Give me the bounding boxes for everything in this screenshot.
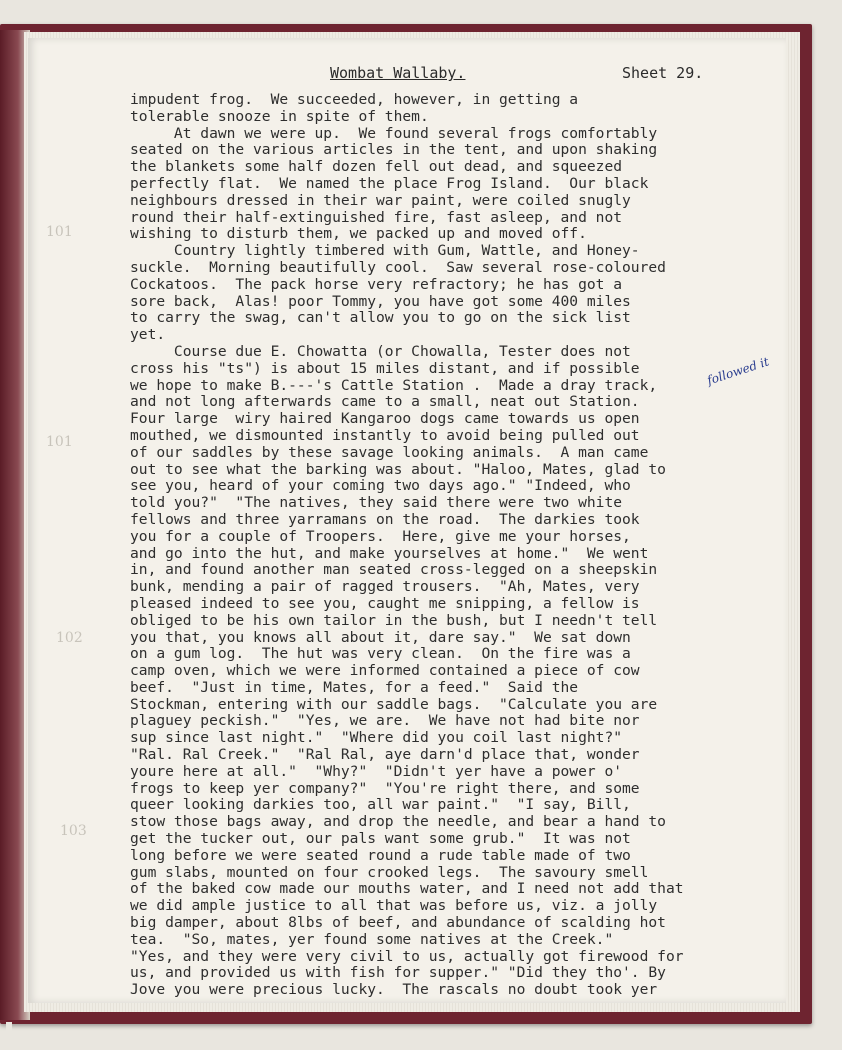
text-line: told you?" "The natives, they said there were two white (130, 494, 623, 512)
text-line: you that, you knows all about it, dare say." We sat down (130, 628, 631, 646)
text-line: us, and provided us with fish for supper." "Did they tho'. By (130, 964, 666, 982)
text-line: seated on the various articles in the tent, and upon shaking (130, 141, 658, 159)
text-line: you for a couple of Troopers. Here, give me your horses, (130, 527, 631, 545)
text-line: Four large wiry haired Kangaroo dogs came towards us open (130, 410, 640, 428)
text-line: bunk, mending a pair of ragged trousers. "Ah, Mates, very (130, 578, 640, 596)
text-line: we did ample justice to all that was before us, viz. a jolly (130, 897, 658, 915)
text-line: yet. (130, 326, 166, 344)
text-line: of our saddles by these savage looking animals. A man came (130, 443, 649, 461)
sheet-number: Sheet 29. (622, 64, 704, 82)
text-line: to carry the swag, can't allow you to go on the sick list (130, 309, 631, 327)
text-line: gum slabs, mounted on four crooked legs. The savoury smell (130, 863, 649, 881)
text-line: queer looking darkies too, all war paint." "I say, Bill, (130, 796, 631, 814)
text-line: "Ral. Ral Creek." "Ral Ral, aye darn'd place that, wonder (130, 746, 640, 764)
text-line: and not long afterwards came to a small, neat out Station. (130, 393, 640, 411)
text-line: youre here at all." "Why?" "Didn't yer have a power o' (130, 762, 623, 780)
text-line: round their half-extinguished fire, fast asleep, and not (130, 208, 623, 226)
text-line: cross his "ts") is about 15 miles distant, and if possible (130, 359, 640, 377)
text-line: beef. "Just in time, Mates, for a feed." Said the (130, 678, 579, 696)
text-line: frogs to keep yer company?" "You're right there, and some (130, 779, 640, 797)
text-line: neighbours dressed in their war paint, were coiled snugly (130, 191, 631, 209)
text-line: At dawn we were up. We found several frogs comfortably (130, 124, 658, 142)
text-line: long before we were seated round a rude table made of two (130, 846, 631, 864)
text-line: camp oven, which we were informed contained a piece of cow (130, 662, 640, 680)
text-line: mouthed, we dismounted instantly to avoid being pulled out (130, 426, 640, 444)
text-line: big damper, about 8lbs of beef, and abundance of scalding hot (130, 914, 666, 932)
text-line: stow those bags away, and drop the needle, and bear a hand to (130, 813, 666, 831)
margin-page-number: 101 (46, 434, 73, 450)
handwritten-annotation: followed it (705, 354, 771, 388)
text-line: see you, heard of your coming two days ago." "Indeed, who (130, 477, 631, 495)
text-line: on a gum log. The hut was very clean. On the fire was a (130, 645, 631, 663)
text-line: Country lightly timbered with Gum, Wattle, and Honey- (130, 242, 640, 260)
text-line: tea. "So, mates, yer found some natives at the Creek." (130, 930, 614, 948)
text-line: impudent frog. We succeeded, however, in getting a (130, 91, 579, 108)
text-line: in, and found another man seated cross-legged on a sheepskin (130, 561, 658, 579)
page-title: Wombat Wallaby. (330, 64, 466, 82)
text-line: Jove you were precious lucky. The rascals no doubt took yer (130, 981, 658, 999)
text-line: obliged to be his own tailor in the bush, but I needn't tell (130, 611, 658, 629)
text-line: fellows and three yarramans on the road. The darkies took (130, 510, 640, 528)
text-line: pleased indeed to see you, caught me snipping, a fellow is (130, 594, 640, 612)
margin-page-number: 102 (56, 630, 83, 646)
text-line: we hope to make B.---'s Cattle Station . Made a dray track, (130, 376, 658, 394)
text-line: perfectly flat. We named the place Frog Island. Our black (130, 174, 649, 192)
bookmark-ribbon (6, 1022, 12, 1050)
text-line: wishing to disturb them, we packed up and moved off. (130, 225, 587, 243)
text-line: the blankets some half dozen fell out dead, and squeezed (130, 158, 623, 176)
text-line: and go into the hut, and make yourselves at home." We went (130, 544, 649, 562)
text-line: Stockman, entering with our saddle bags. "Calculate you are (130, 695, 658, 713)
typed-body-text (130, 92, 750, 999)
margin-page-number: 101 (46, 224, 73, 240)
text-line: plaguey peckish." "Yes, we are. We have not had bite nor (130, 712, 640, 730)
text-line: sore back, Alas! poor Tommy, you have got some 400 miles (130, 292, 631, 310)
text-line: get the tucker out, our pals want some grub." It was not (130, 830, 631, 848)
text-line: out to see what the barking was about. "Haloo, Mates, glad to (130, 460, 666, 478)
text-line: Course due E. Chowatta (or Chowalla, Tester does not (130, 342, 631, 360)
text-line: of the baked cow made our mouths water, and I need not add that (130, 880, 684, 898)
text-line: suckle. Morning beautifully cool. Saw several rose-coloured (130, 258, 666, 276)
text-line: "Yes, and they were very civil to us, actually got firewood for (130, 947, 684, 965)
text-line: tolerable snooze in spite of them. (130, 107, 429, 125)
margin-page-number: 103 (60, 823, 87, 839)
text-line: Cockatoos. The pack horse very refractory; he has got a (130, 275, 623, 293)
text-line: sup since last night." "Where did you coil last night?" (130, 729, 623, 747)
